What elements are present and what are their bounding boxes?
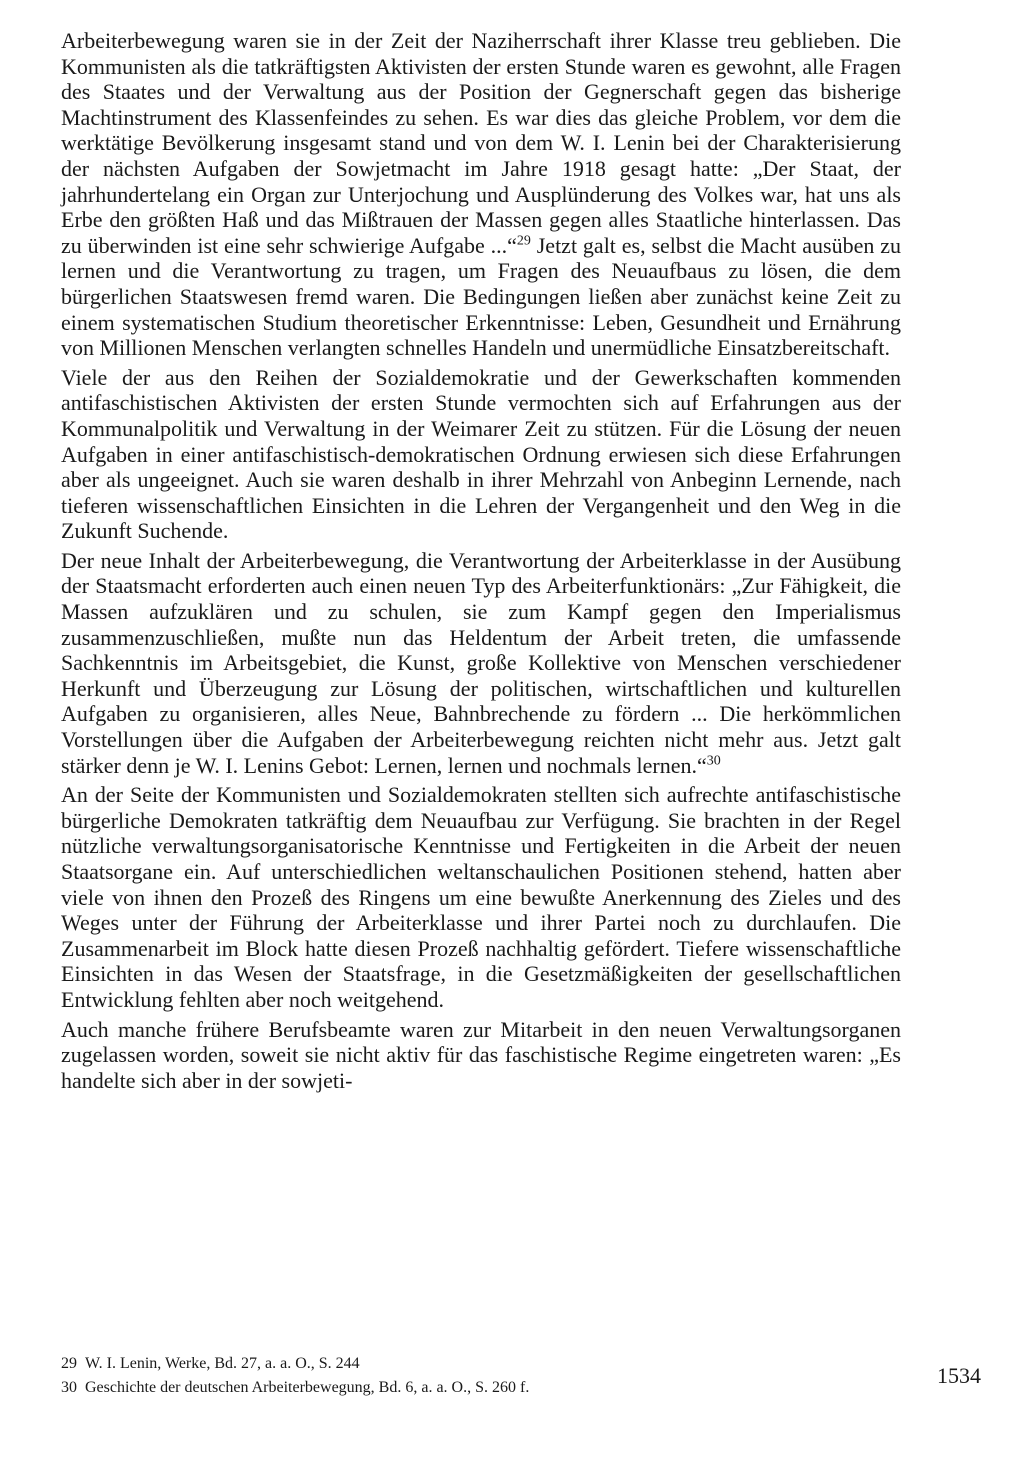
footnote-ref: 30 xyxy=(706,753,721,769)
footnote-29 xyxy=(61,1352,821,1376)
paragraph-text: Viele der aus den Reihen der Sozialdemokratie und der Gewerkschaften kommenden antifaschistischen Aktivisten der ersten Stunde vermochten sich auf Erfahrungen aus der Kommunalpolitik und Verwaltung in der Weimarer Zeit zu stützen. Für die Lösung der neuen Aufgaben in einer antifaschistisch-demokratischen Ordnung erwiesen sich diese Erfahrungen aber als ungeeignet. Auch sie waren deshalb in ihrer Mehrzahl von Anbeginn Lernende, nach tieferen wissenschaftlichen Einsichten in die Lehren der Vergangenheit und den Weg in die Zukunft Suchende. xyxy=(61,364,901,544)
paragraph xyxy=(61,28,901,361)
body-text xyxy=(61,28,901,1097)
footnote-ref: 29 xyxy=(516,233,531,249)
paragraph-text: Jetzt galt es, selbst die Macht ausüben zu lernen und die Verantwortung zu tragen, um Fragen des Neuaufbaus zu lösen, die dem bürgerlichen Staatswesen fremd waren. Die Bedingungen ließen aber zunächst keine Zeit zu einem systematischen Studium theoretischer Erkenntnisse: Leben, Gesundheit und Ernährung von Millionen Menschen verlangten schnelles Handeln und unermüdliche Einsatzbereitschaft. xyxy=(61,232,901,361)
paragraph-text: Auch manche frühere Berufsbeamte waren zur Mitarbeit in den neuen Verwaltungsorganen zugelassen worden, soweit sie nicht aktiv für das faschistische Regime eingetreten waren: „Es handelte sich aber in der sowjeti- xyxy=(61,1016,901,1093)
paragraph-text: An der Seite der Kommunisten und Sozialdemokraten stellten sich aufrechte antifaschistische bürgerliche Demokraten tatkräftig dem Neuaufbau zur Verfügung. Sie brachten in der Regel nützliche verwaltungsorganisatorische Kenntnisse und Fertigkeiten in die Arbeit der neuen Staatsorgane ein. Auf unterschiedlichen weltanschaulichen Positionen stehend, hatten aber viele von ihnen den Prozeß des Ringens um eine bewußte Anerkennung des Zieles und des Weges unter der Führung der Arbeiterklasse und ihrer Partei noch zu durchlaufen. Die Zusammenarbeit im Block hatte diesen Prozeß nachhaltig gefördert. Tiefere wissenschaftliche Einsichten in das Wesen der Staatsfrage, in die Gesetzmäßigkeiten der gesellschaftlichen Entwicklung fehlten aber noch weitgehend. xyxy=(61,782,901,1012)
paragraph xyxy=(61,365,901,544)
paragraph-text: Der neue Inhalt der Arbeiterbewegung, die Verantwortung der Arbeiterklasse in der Ausübung der Staatsmacht erforderten auch einen neuen Typ des Arbeiterfunktionärs: „Zur Fähigkeit, die Massen aufzuklären und zu schulen, sie zum Kampf gegen den Imperialismus zusammenzuschließen, mußte nun das Heldentum der Arbeit treten, die umfassende Sachkenntnis im Arbeitsgebiet, die Kunst, große Kollektive von Menschen verschiedener Herkunft und Überzeugung zur Lösung der politischen, wirtschaftlichen und kulturellen Aufgaben zu organisieren, alles Neue, Bahnbrechende zu fördern ... Die herkömmlichen Vorstellungen über die Aufgaben der Arbeiterbewegung reichten nicht mehr aus. Jetzt galt stärker denn je W. I. Lenins Gebot: Lernen, lernen und nochmals lernen.“ xyxy=(61,547,901,778)
footnote-number: 30 xyxy=(61,1379,77,1396)
footnote-text: Geschichte der deutschen Arbeiterbewegung, Bd. 6, a. a. O., S. 260 f. xyxy=(85,1379,530,1396)
paragraph-text: Arbeiterbewegung waren sie in der Zeit der Naziherrschaft ihrer Klasse treu geblieben. Die Kommunisten als die tatkräftigsten Aktivisten der ersten Stunde waren es gewohnt, alle Fragen des Staates und der Verwaltung aus der Position der Gegnerschaft gegen das bisherige Machtinstrument des Klassenfeindes zu sehen. Es war dies das gleiche Problem, vor dem die werktätige Bevölkerung insgesamt stand und von dem W. I. Lenin bei der Charakterisierung der nächsten Aufgaben der Sowjetmacht im Jahre 1918 gesagt hatte: „Der Staat, der jahrhundertelang ein Organ zur Unterjochung und Ausplünderung des Volkes war, hat uns als Erbe den größten Haß und das Mißtrauen der Massen gegen alles Staatliche hinterlassen. Das zu überwinden ist eine sehr schwierige Aufgabe ...“ xyxy=(61,28,901,258)
page-number: 1534 xyxy=(937,1363,981,1388)
paragraph xyxy=(61,548,901,778)
paragraph xyxy=(61,1017,901,1094)
footnote-number: 29 xyxy=(61,1355,77,1372)
footnotes xyxy=(61,1352,821,1400)
footnote-text: W. I. Lenin, Werke, Bd. 27, a. a. O., S. 244 xyxy=(85,1355,360,1372)
footnote-30 xyxy=(61,1376,821,1400)
paragraph xyxy=(61,782,901,1012)
